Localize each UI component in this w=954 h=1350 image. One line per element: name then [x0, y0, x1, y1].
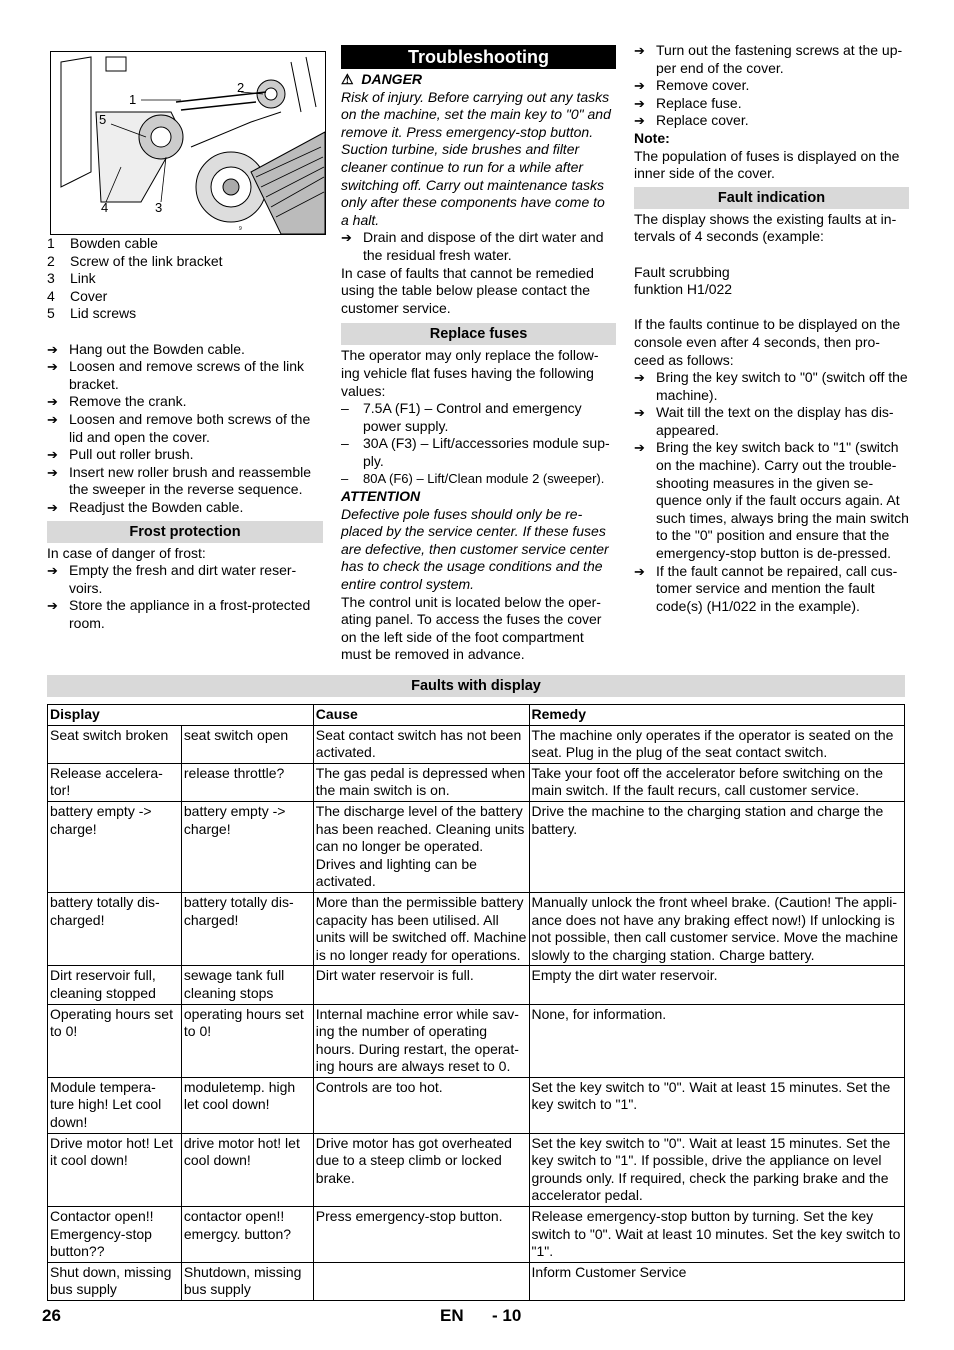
display-cell: Shut down, missing bus supply [48, 1262, 182, 1300]
table-row [48, 1004, 905, 1077]
cause-cell: Seat contact switch has not been activated. [313, 725, 529, 763]
figure-mark: 9 [239, 226, 242, 232]
sub-page-number: - 10 [492, 1306, 522, 1325]
legend-item [47, 253, 323, 271]
step-text: Store the appliance in a frost-protected room. [69, 597, 311, 631]
cause-cell: Drive motor has got overheated due to a steep climb or locked brake. [313, 1133, 529, 1206]
table-row [48, 1133, 905, 1206]
step-text: Replace cover. [656, 112, 749, 129]
step-item [47, 464, 323, 499]
arrow-right-icon: ➔ [47, 394, 58, 410]
arrow-right-icon: ➔ [341, 230, 352, 246]
table-row [48, 1207, 905, 1263]
step-item [47, 411, 323, 446]
arrow-right-icon: ➔ [634, 405, 645, 421]
display-alt-cell: battery totally dis-charged! [181, 892, 313, 965]
display-cell: battery totally dis-charged! [48, 892, 182, 965]
arrow-right-icon: ➔ [634, 43, 645, 58]
step-item [47, 393, 323, 411]
page-number: 26 [42, 1306, 61, 1325]
faults-with-display-heading: Faults with display [47, 675, 905, 697]
legend-item [47, 288, 323, 306]
fuse-item: – 30A (F3) – Lift/accessories module sup-ply. [341, 435, 616, 470]
step-text: Insert new roller brush and reassemble the sweeper in the reverse sequence. [69, 463, 312, 498]
display-alt-cell: release throttle? [181, 763, 313, 801]
legend-item [47, 305, 323, 323]
remedy-cell: The machine only operates if the operator is seated on the seat. Plug in the plug of the seat contact switch. [529, 725, 904, 763]
step-text: Loosen and remove both screws of the lid and open the cover. [69, 410, 311, 445]
legend-text: Link [70, 270, 96, 287]
arrow-right-icon: ➔ [47, 598, 58, 614]
legend-text: Bowden cable [70, 235, 158, 251]
display-alt-cell: contactor open!! emergcy. button? [181, 1207, 313, 1263]
troubleshooting-title: Troubleshooting [341, 45, 616, 69]
remedy-cell: None, for information. [529, 1004, 904, 1077]
step-text: If the fault cannot be repaired, call cus-tomer service and mention the fault code(s) (H1/022 in the example). [656, 562, 898, 614]
display-alt-cell: moduletemp. high let cool down! [181, 1077, 313, 1133]
faults-contact-text: In case of faults that cannot be remedied using the table below please contact the customer service. [341, 264, 594, 316]
display-cell: Drive motor hot! Let it cool down! [48, 1133, 182, 1206]
table-row [48, 725, 905, 763]
step-item [634, 77, 909, 95]
display-cell: Seat switch broken [48, 725, 182, 763]
fuse-text: 80A (F6) – Lift/Clean module 2 (sweeper). [363, 471, 605, 487]
faults-table [47, 704, 905, 1301]
arrow-right-icon: ➔ [634, 440, 645, 456]
note-text: The population of fuses is displayed on the inner side of the cover. [634, 147, 900, 182]
display-alt-cell: sewage tank full cleaning stops [181, 966, 313, 1004]
legend-num: 4 [47, 287, 55, 304]
arrow-right-icon: ➔ [47, 464, 58, 480]
header-cause: Cause [313, 705, 529, 726]
remedy-cell: Manually unlock the front wheel brake. (Caution! The appli-ance does not have any braking effect now!) If unlocking is not possible, then call customer service. Move the machine slowly to the charging station. Charge battery. [529, 892, 904, 965]
right-column [634, 42, 909, 615]
step-text: Bring the key switch to "0" (switch off the machine). [656, 369, 908, 403]
display-alt-cell: operating hours set to 0! [181, 1004, 313, 1077]
cause-cell: More than the permissible battery capacity has been utilised. All units will be switched off. Machine is no longer ready for operations. [313, 892, 529, 965]
fuse-text: 30A (F3) – Lift/accessories module sup-ply. [363, 435, 610, 469]
sweeper-illustration [50, 51, 326, 235]
arrow-right-icon: ➔ [634, 370, 645, 386]
arrow-right-icon: ➔ [47, 341, 58, 357]
cause-cell: Dirt water reservoir is full. [313, 966, 529, 1004]
display-cell: Operating hours set to 0! [48, 1004, 182, 1077]
figure-legend [47, 235, 323, 323]
legend-item [47, 270, 323, 288]
fault-example-2: funktion H1/022 [634, 281, 733, 298]
callout-3: 3 [155, 200, 163, 215]
arrow-right-icon: ➔ [47, 359, 58, 375]
legend-text: Screw of the link bracket [70, 252, 223, 269]
fault-example-1: Fault scrubbing [634, 263, 730, 280]
fuse-item: – 7.5A (F1) – Control and emergency power supply. [341, 400, 616, 435]
header-display: Display [48, 705, 314, 726]
step-text: Pull out roller brush. [69, 446, 194, 463]
fuse-item: – 80A (F6) – Lift/Clean module 2 (sweeper). [341, 471, 605, 487]
step-item [634, 439, 909, 562]
legend-num: 2 [47, 252, 55, 269]
arrow-right-icon: ➔ [634, 78, 645, 94]
fuse-text: 7.5A (F1) – Control and emergency power supply. [363, 400, 582, 434]
step-item [47, 446, 323, 464]
table-row [48, 1262, 905, 1300]
table-row [48, 1077, 905, 1133]
table-row [48, 892, 905, 965]
step-item [634, 404, 909, 439]
cause-cell [313, 1262, 529, 1300]
callout-4: 4 [101, 200, 109, 215]
roller-brush-steps [47, 341, 323, 517]
replace-fuses-heading: Replace fuses [341, 323, 616, 345]
display-cell: Dirt reservoir full, cleaning stopped [48, 966, 182, 1004]
legend-num: 1 [47, 235, 55, 251]
arrow-right-icon: ➔ [634, 563, 645, 579]
display-alt-cell: Shutdown, missing bus supply [181, 1262, 313, 1300]
arrow-right-icon: ➔ [47, 563, 58, 579]
legend-item [47, 235, 323, 253]
step-item [47, 597, 323, 632]
step-text: Readjust the Bowden cable. [69, 498, 244, 515]
remedy-cell: Inform Customer Service [529, 1262, 904, 1300]
callout-1: 1 [129, 92, 137, 107]
table-row [48, 801, 905, 892]
step-text: Replace fuse. [656, 94, 742, 111]
step-text: Empty the fresh and dirt water reser-voirs. [69, 562, 297, 596]
arrow-right-icon: ➔ [47, 499, 58, 515]
warning-triangle-icon: ⚠ [341, 71, 354, 87]
attention-text: Defective pole fuses should only be re-placed by the service center. If these fuses are defective, then customer service center has to check the usage conditions and the entire control system. [341, 505, 609, 593]
step-text: Drain and dispose of the dirt water and the residual fresh water. [363, 229, 604, 263]
note-label: Note: [634, 129, 670, 146]
step-item [341, 229, 616, 264]
display-cell: Module tempera-ture high! Let cool down! [48, 1077, 182, 1133]
arrow-right-icon: ➔ [634, 95, 645, 111]
remedy-cell: Set the key switch to "0". Wait at least 15 minutes. Set the key switch to "1". If possible, drive the appliance on level grounds only. If required, check the parking brake and the accelerator pedal. [529, 1133, 904, 1206]
step-text: Turn out the fastening screws at the up-per end of the cover. [656, 42, 903, 76]
legend-num: 5 [47, 305, 55, 322]
legend-num: 3 [47, 270, 55, 287]
faults-table-body [48, 725, 905, 1300]
fault-intro: The display shows the existing faults at in-tervals of 4 seconds (example: [634, 210, 897, 245]
table-header-row [48, 705, 905, 726]
step-text: Loosen and remove screws of the link bracket. [69, 358, 305, 392]
language-code: EN [440, 1306, 464, 1325]
remedy-cell: Take your foot off the accelerator before switching on the main switch. If the fault recurs, call customer service. [529, 763, 904, 801]
step-item [634, 95, 909, 113]
cause-cell: Press emergency-stop button. [313, 1207, 529, 1263]
display-alt-cell: drive motor hot! let cool down! [181, 1133, 313, 1206]
attention-label: ATTENTION [341, 488, 421, 505]
table-row [48, 966, 905, 1004]
step-item [634, 563, 909, 616]
arrow-right-icon: ➔ [47, 411, 58, 427]
control-unit-text: The control unit is located below the oper-ating panel. To access the fuses the cover on the left side of the foot compartment must be removed in advance. [341, 593, 602, 663]
cause-cell: Internal machine error while sav-ing the number of operating hours. During restart, the operat-ing hours are always reset to 0. [313, 1004, 529, 1077]
step-item [47, 358, 323, 393]
display-alt-cell: seat switch open [181, 725, 313, 763]
step-item [634, 42, 909, 77]
fuses-intro: The operator may only replace the follow-ing vehicle flat fuses having the following values: [341, 347, 599, 399]
display-cell: battery empty -> charge! [48, 801, 182, 892]
arrow-right-icon: ➔ [47, 447, 58, 463]
display-alt-cell: battery empty -> charge! [181, 801, 313, 892]
step-text: Bring the key switch back to "1" (switch on the machine). Carry out the trouble-shooting measures in the given se-quence only if the fault occurs again. At such times, always bring the main switch to the "0" position and ensure that the emergency-stop button is de-pressed. [656, 439, 909, 562]
arrow-right-icon: ➔ [634, 113, 645, 129]
step-item [47, 341, 323, 359]
cause-cell: Controls are too hot. [313, 1077, 529, 1133]
legend-text: Lid screws [70, 305, 137, 322]
fault-continue-text: If the faults continue to be displayed on the console even after 4 seconds, then pro-ceed as follows: [634, 316, 901, 368]
left-column [47, 42, 323, 632]
remedy-cell: Empty the dirt water reservoir. [529, 966, 904, 1004]
legend-text: Cover [70, 287, 108, 304]
display-cell: Contactor open!! Emergency-stop button?? [48, 1207, 182, 1263]
callout-5: 5 [99, 112, 107, 127]
callout-2: 2 [237, 80, 245, 95]
remedy-cell: Set the key switch to "0". Wait at least 15 minutes. Set the key switch to "1". [529, 1077, 904, 1133]
step-text: Wait till the text on the display has dis-appeared. [656, 404, 894, 438]
header-remedy: Remedy [529, 705, 904, 726]
step-item [634, 369, 909, 404]
danger-line [341, 71, 616, 89]
danger-label: DANGER [361, 71, 423, 87]
fault-indication-heading: Fault indication [634, 187, 909, 209]
step-item [47, 499, 323, 517]
remedy-cell: Release emergency-stop button by turning. Set the key switch to "0". Wait at least 10 minutes. Set the key switch to "1". [529, 1207, 904, 1263]
table-row [48, 763, 905, 801]
cause-cell: The gas pedal is depressed when the main switch is on. [313, 763, 529, 801]
display-cell: Release accelera-tor! [48, 763, 182, 801]
middle-column [341, 45, 616, 664]
step-text: Remove the crank. [69, 393, 187, 410]
step-text: Remove cover. [656, 77, 750, 94]
cause-cell: The discharge level of the battery has been reached. Cleaning units can no longer be operated. Drives and lighting can be activated. [313, 801, 529, 892]
step-text: Hang out the Bowden cable. [69, 340, 245, 357]
step-item [47, 562, 323, 597]
frost-intro: In case of danger of frost: [47, 544, 206, 561]
danger-text: Risk of injury. Before carrying out any tasks on the machine, set the main key to "0" and remove it. Press emergency-stop button. Suction turbine, side brushes and filter cleaner continue to run for a while after switching off. Carry out maintenance tasks only after these components have come to a halt. [341, 88, 611, 228]
remedy-cell: Drive the machine to the charging station and charge the battery. [529, 801, 904, 892]
frost-protection-heading: Frost protection [47, 521, 323, 543]
sweeper-drawing [51, 52, 325, 234]
step-item [634, 112, 909, 130]
